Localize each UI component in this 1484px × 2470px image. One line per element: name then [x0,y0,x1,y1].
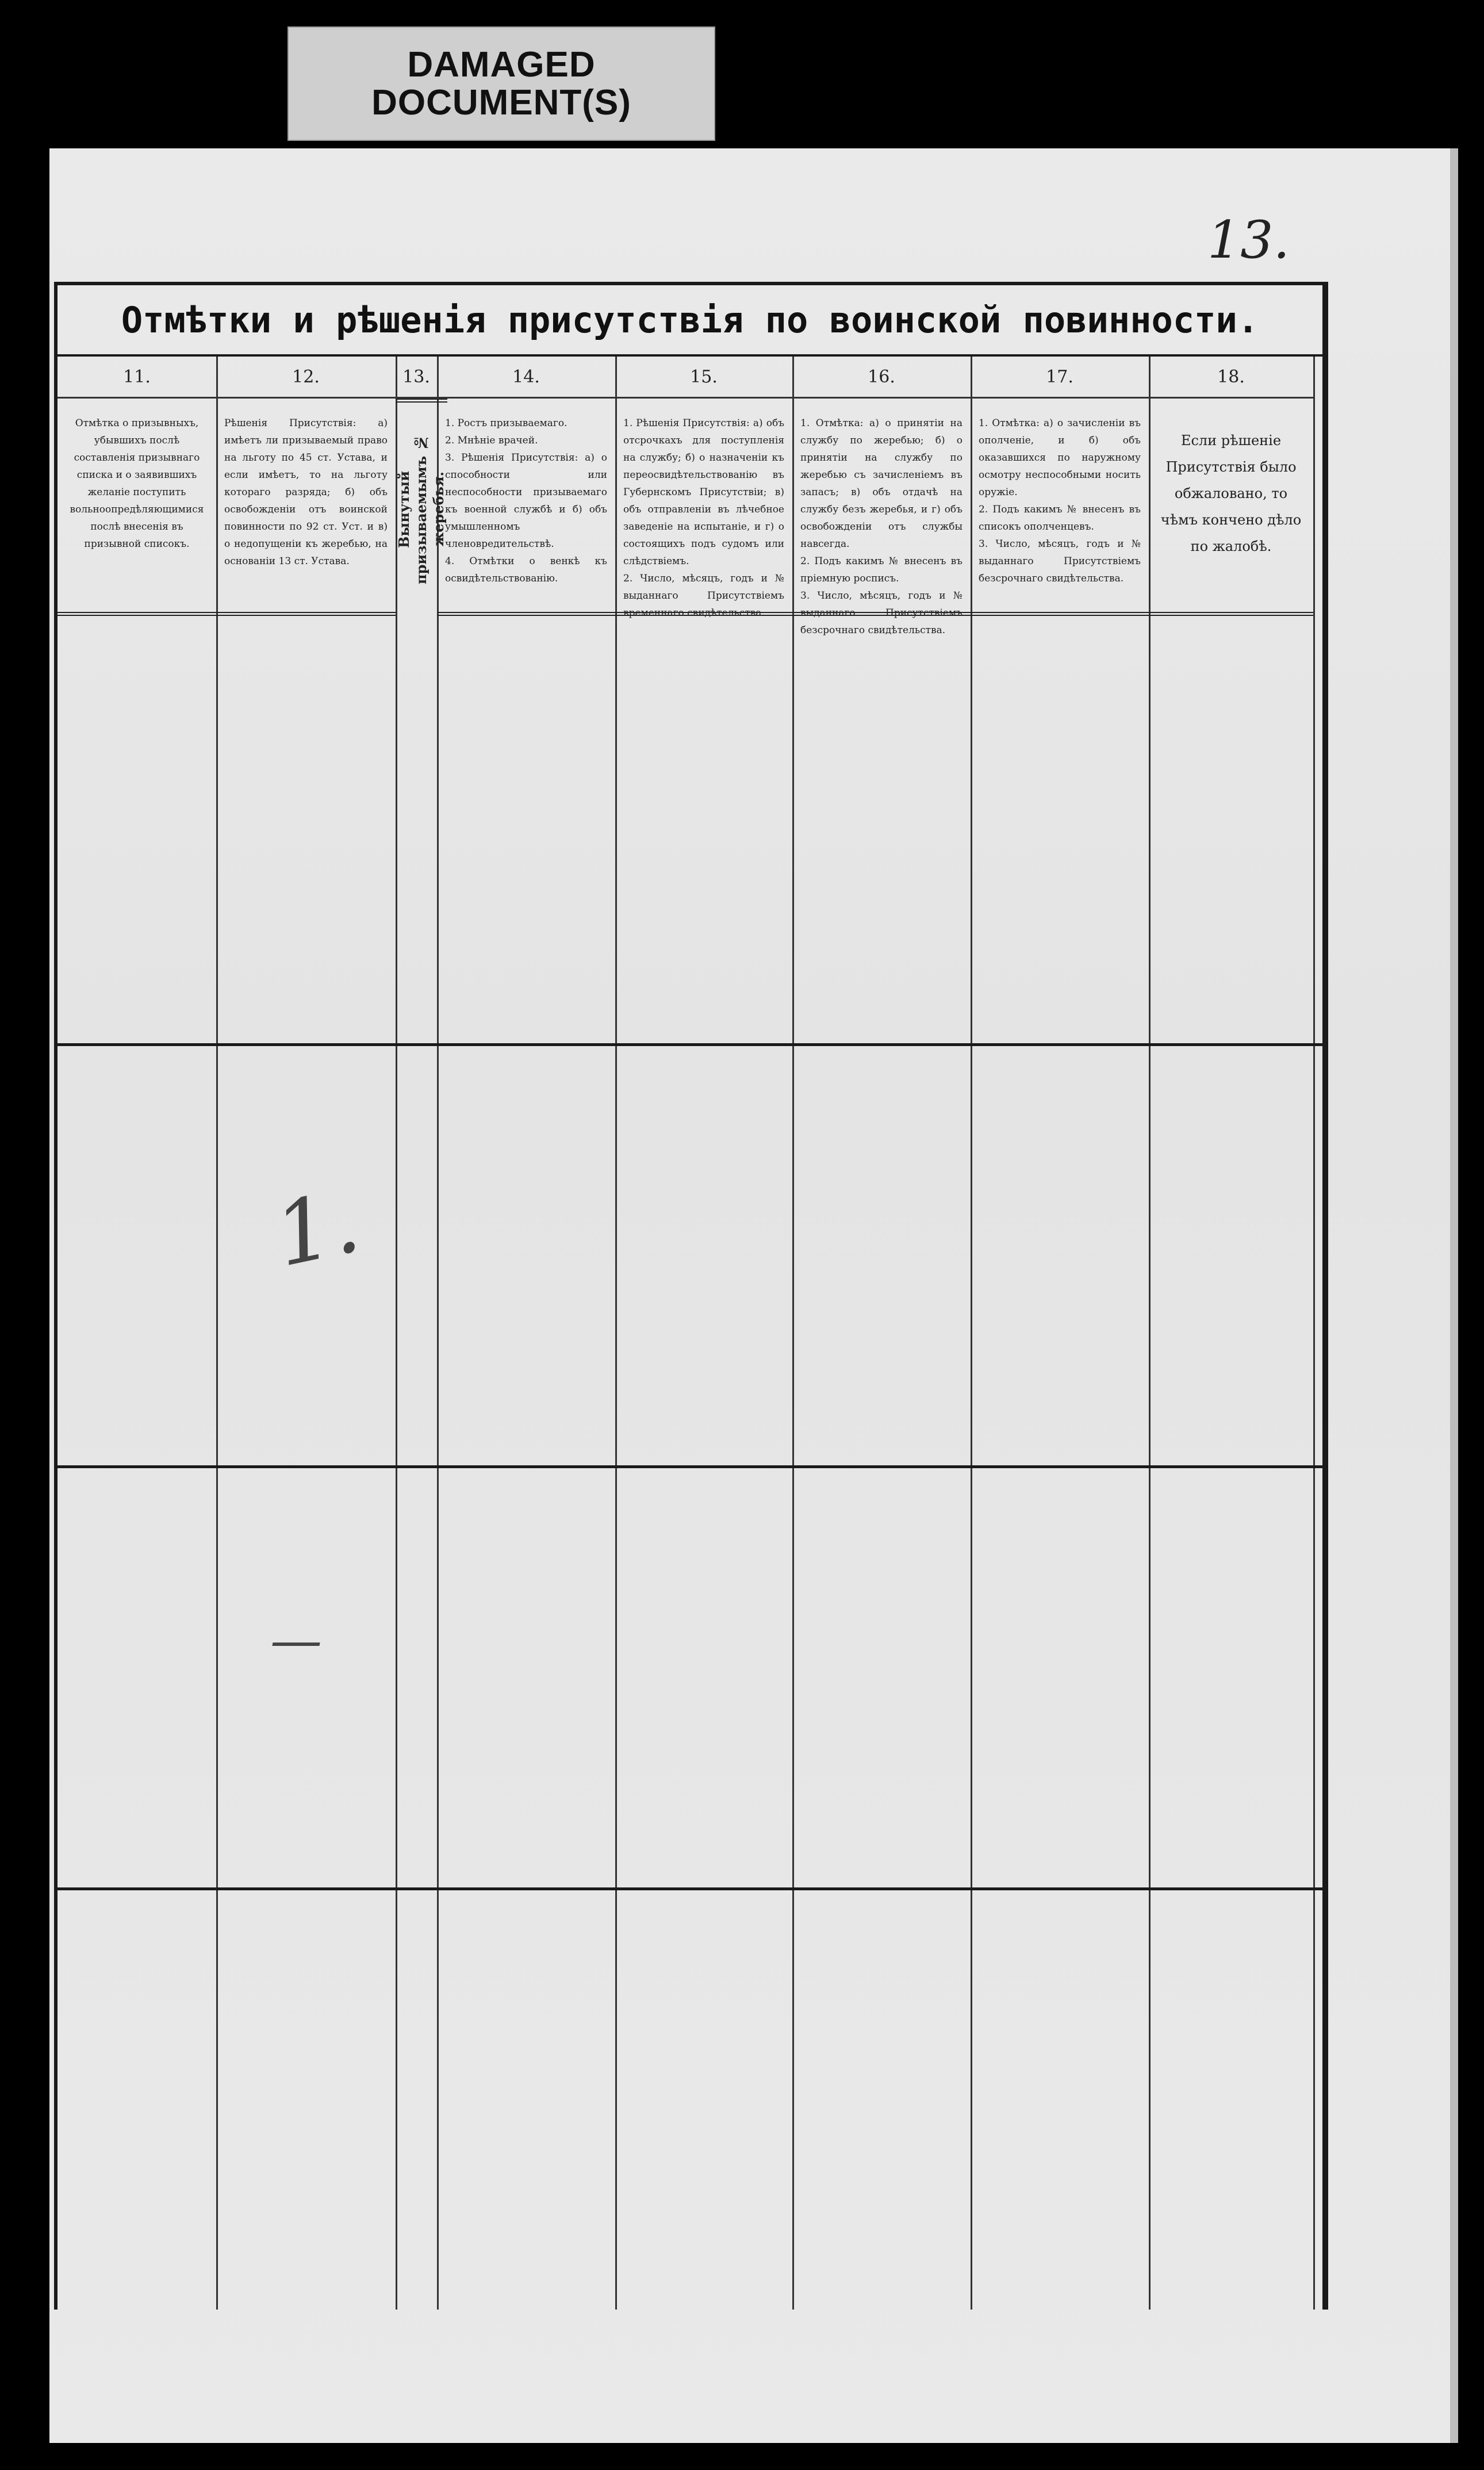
column-number: 13. [396,357,437,399]
column-number: 12. [216,357,396,399]
column-number: 17. [971,357,1149,399]
column-heading: 1. Отмѣтка: а) о зачисленіи въ ополченіе, и б) объ оказавшихся по наружному осмотру неспособными носить оружіе. 2. Подъ какимъ № внесенъ въ списокъ ополченцевъ. 3. Число, мѣсяцъ, годъ и № выданнаго Присутствіемъ безсрочнаго свидѣтельства. [971,399,1149,616]
column-heading: Отмѣтка о призывныхъ, убывшихъ послѣ составленія призывнаго списка и о заявившихъ желаніе поступить вольноопредѣляющимися послѣ внесенія въ призывной списокъ. [57,399,216,616]
handwritten-entry: — [270,1610,322,1671]
column-heading: 1. Рѣшенія Присутствія: а) объ отсрочкахъ для поступленія на службу; б) о назначеніи къ переосвидѣтельствованію въ Губернскомъ Присутствіи; в) объ отправленіи въ лѣчебное заведеніе на испытаніе, и г) о состоящихъ подъ судомъ или слѣдствіемъ. 2. Число, мѣсяцъ, годъ и № выданнаго Присутствіемъ временнаго свидѣтельства. [615,399,792,616]
column-12 [216,357,397,2310]
stamp-line-2: DOCUMENT(S) [371,82,631,122]
column-number: 14. [437,357,615,399]
register-form [54,282,1328,2310]
column-number: 16. [792,357,971,399]
handwritten-entry: 1. [266,1171,368,1286]
entry-row-divider [57,1887,1322,1890]
column-number: 18. [1149,357,1313,399]
form-columns [57,357,1322,2310]
column-heading: 1. Ростъ призываемаго. 2. Мнѣніе врачей. 3. Рѣшенія Присутствія: а) о способности или неспособности призываемаго къ военной службѣ и б) объ умышленномъ членовредительствѣ. 4. Отмѣтки о венкѣ къ освидѣтельствованію. [437,399,615,616]
column-17 [971,357,1151,2310]
column-13 [396,357,447,2310]
column-heading: Вынутый призываемымъ № жеребья. [396,399,447,616]
entry-row-divider [57,1043,1322,1046]
entry-row-divider [57,1465,1322,1468]
column-14 [437,357,617,2310]
damaged-document-stamp [287,26,715,141]
column-16 [792,357,972,2310]
column-number: 11. [57,357,216,399]
column-number: 15. [615,357,792,399]
page-number: 13. [1207,210,1290,270]
form-title: Отмѣтки и рѣшенія присутствія по воинской повинности. [57,285,1322,357]
column-11 [57,357,218,2310]
column-heading: 1. Отмѣтка: а) о принятіи на службу по жеребью; б) о принятіи на службу по жеребью съ зачисленіемъ въ запасъ; в) объ отдачѣ на службу безъ жеребья, и г) объ освобожденіи отъ службы навсегда. 2. Подъ какимъ № внесенъ въ пріемную росписъ. 3. Число, мѣсяцъ, годъ и № выданнаго Присутствіемъ безсрочнаго свидѣтельства. [792,399,971,616]
stamp-line-1: DAMAGED [407,45,596,85]
column-18 [1149,357,1315,2310]
column-heading: Рѣшенія Присутствія: а) имѣетъ ли призываемый право на льготу по 45 ст. Устава, и если имѣетъ, то на льготу котораго разряда; б) объ освобожденіи отъ воинской повинности по 92 ст. Уст. и в) о недопущеніи къ жеребью, на основаніи 13 ст. Устава. [216,399,396,616]
column-15 [615,357,794,2310]
column-heading: Если рѣшеніе Присутствія было обжаловано, то чѣмъ кончено дѣло по жалобѣ. [1149,399,1313,616]
